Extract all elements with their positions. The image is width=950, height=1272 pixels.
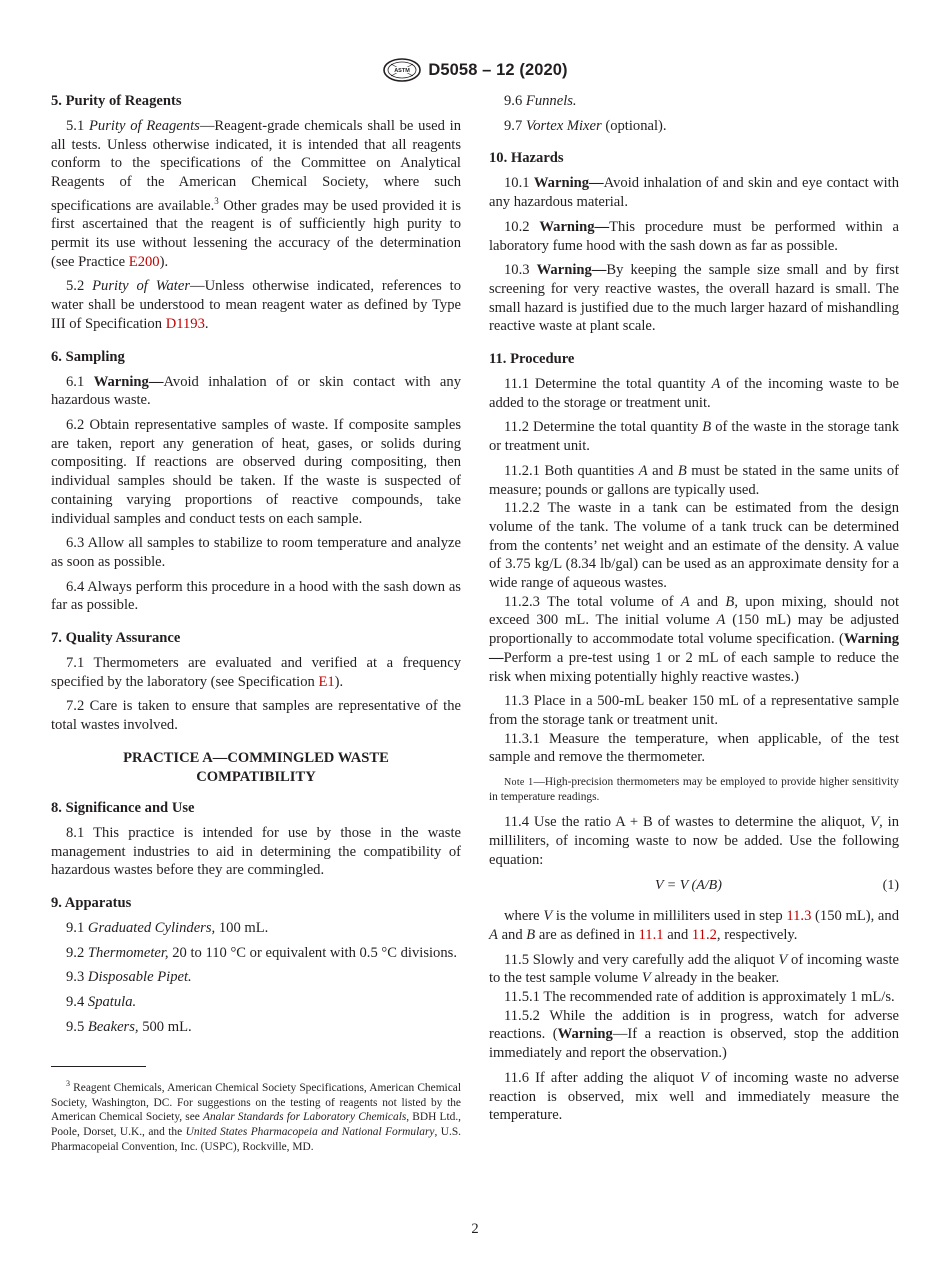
para-5-2: 5.2 Purity of Water—Unless otherwise indicated, references to water shall be understood to mean reagent water as defined by Type III of Specification D1193. — [51, 278, 461, 332]
apparatus-item: 9.5 Beakers, 500 mL. — [66, 1018, 192, 1035]
astm-logo-icon — [382, 58, 422, 82]
para-11-3: 11.3 Place in a 500-mL beaker 150 mL of a representative sample from the storage tank or treatment unit. — [489, 693, 899, 728]
apparatus-item: 9.4 Spatula. — [66, 994, 137, 1011]
para-10-2: 10.2 Warning—This procedure must be performed within a laboratory fume hood with the sash down as far as possible. — [489, 218, 899, 254]
para-6-1: 6.1 Warning—Avoid inhalation of or skin contact with any hazardous waste. — [51, 373, 461, 409]
footnote-ref-3: 3 — [214, 195, 219, 206]
para-11-5-2: 11.5.2 While the addition is in progress, watch for adverse reactions. (Warning—If a reaction is observed, stop the addition immediately and report the observation.) — [489, 1007, 899, 1062]
link-11-1[interactable]: 11.1 — [638, 926, 664, 943]
para-11-6: 11.6 If after adding the aliquot V of incoming waste no adverse reaction is observed, mix well and immediately measure the temperature. — [489, 1069, 899, 1124]
document-designation: D5058 – 12 (2020) — [428, 60, 568, 79]
link-11-3[interactable]: 11.3 — [786, 908, 812, 925]
para-7-1: 7.1 Thermometers are evaluated and verified at a frequency specified by the laboratory (see Specification E1). — [51, 655, 461, 690]
apparatus-list — [51, 919, 461, 1037]
footnote-3: $^3$ Reagent Chemicals, American Chemical Society Specifications, American Chemical Society, Washington, DC. For suggestions on the testing of reagents not listed by the American Chemical Society, see Analar Standards for Laboratory Chemicals, BDH Ltd., Poole, Dorset, U.K., and the United States Pharmacopeia and National Formulary, U.S. Pharmacopeial Convention, Inc. (USPC), Rockville, MD. — [51, 1079, 462, 1153]
left-column — [51, 92, 461, 1160]
section-9-heading: 9. Apparatus — [51, 894, 132, 911]
page-header — [0, 58, 950, 87]
para-11-2-3: 11.2.3 The total volume of A and B, upon mixing, should not exceed 300 mL. The initial volume A (150 mL) may be adjusted proportionally to accommodate total volume specification. (Warning—Perform a pre-test using 1 or 2 mL of each sample to reduce the risk when mixing potentially highly reactive wastes.) — [489, 593, 900, 685]
section-7-heading: 7. Quality Assurance — [51, 630, 181, 647]
para-10-1: 10.1 Warning—Avoid inhalation of and skin and eye contact with any hazardous material. — [489, 175, 899, 211]
apparatus-item: 9.2 Thermometer, 20 to 110 °C or equivalent with 0.5 °C divisions. — [66, 944, 457, 961]
para-6-3: 6.3 Allow all samples to stabilize to room temperature and analyze as soon as possible. — [51, 535, 461, 570]
link-11-2[interactable]: 11.2 — [691, 926, 717, 943]
right-column — [489, 92, 899, 1131]
section-11-heading: 11. Procedure — [489, 351, 575, 368]
link-e1[interactable]: E1 — [318, 673, 335, 690]
para-6-4: 6.4 Always perform this procedure in a hood with the sash down as far as possible. — [51, 578, 461, 614]
para-11-2: 11.2 Determine the total quantity B of the waste in the storage tank or treatment unit. — [489, 419, 899, 455]
para-11-3-1: 11.3.1 Measure the temperature, when applicable, of the test sample and remove the thermometer. — [489, 730, 899, 766]
section-10-heading: 10. Hazards — [489, 150, 564, 167]
apparatus-item: 9.3 Disposable Pipet. — [66, 969, 192, 986]
page-number: 2 — [471, 1221, 479, 1237]
note-1: Note 1—High-precision thermometers may be employed to provide higher sensitivity in temperature readings. — [489, 776, 899, 804]
para-11-5: 11.5 Slowly and very carefully add the aliquot V of incoming waste to the test sample volume V already in the beaker. — [489, 951, 899, 987]
link-d1193[interactable]: D1193 — [165, 315, 205, 332]
apparatus-item: 9.1 Graduated Cylinders, 100 mL. — [66, 919, 269, 936]
footnote-divider — [51, 1066, 146, 1067]
section-5-heading: 5. Purity of Reagents — [51, 93, 182, 109]
para-11-5-1: 11.5.1 The recommended rate of addition is approximately 1 mL/s. — [504, 989, 895, 1006]
para-5-1: 5.1 Purity of Reagents—Reagent-grade chemicals shall be used in all tests. Unless otherwise indicated, it is intended that all reagents conform to the specifications of the Committee on Analytical Reagents of the American Chemical Society, where such specifications are available.$^3$ Other grades may be used provided it is first ascertained that the reagent is of sufficiently high purity to permit its use without lessening the accuracy of the determination (see Practice E200). — [51, 118, 462, 270]
link-e200[interactable]: E200 — [128, 253, 160, 270]
svg-text:ASTM: ASTM — [394, 68, 411, 75]
para-11-2-1: 11.2.1 Both quantities A and B must be stated in the same units of measure; pounds or gallons are typically used. — [489, 462, 900, 498]
apparatus-item: 9.7 Vortex Mixer (optional). — [504, 117, 667, 134]
apparatus-item: 9.6 Funnels. — [504, 93, 577, 109]
equation-where: where V is the volume in milliliters used in step 11.3 (150 mL), and A and B are as defined in 11.1 and 11.2, respectively. — [489, 908, 899, 943]
para-10-3: 10.3 Warning—By keeping the sample size small and by first screening for very reactive wastes, the overall hazard is small. The small hazard is justified due to the much larger hazard of mishandling reactive waste at plant scale. — [489, 262, 899, 335]
para-11-1: 11.1 Determine the total quantity A of the incoming waste to be added to the storage or treatment unit. — [489, 376, 899, 411]
section-6-heading: 6. Sampling — [51, 348, 125, 365]
equation-expression: V = V (A/B) — [655, 878, 722, 894]
para-11-2-2: 11.2.2 The waste in a tank can be estimated from the design volume of the tank. The volume of a tank truck can be determined from the contents’ net weight and an estimate of the density. A value of 3.75 kg/L (8.34 lb/gal) can be used as an approximate density for a wide range of aqueous wastes. — [489, 500, 899, 592]
para-6-2: 6.2 Obtain representative samples of waste. If composite samples are taken, report any generation of heat, gases, or solids during compositing. If reactions are observed during compositing, then individual samples should be taken. If the waste is suspected of containing varying proportions of reactive compounds, take individual samples and conduct tests on each sample. — [51, 417, 461, 527]
para-8-1: 8.1 This practice is intended for use by those in the waste management industries to aid in determining the compatibility of hazardous wastes before they are commingled. — [51, 824, 461, 879]
equation-number: (1) — [882, 878, 899, 894]
para-11-4: 11.4 Use the ratio A + B of wastes to determine the aliquot, V, in milliliters, of incoming waste to now be added. Use the following equation: — [489, 814, 900, 868]
para-7-2: 7.2 Care is taken to ensure that samples are representative of the total wastes involved. — [51, 698, 461, 734]
section-8-heading: 8. Significance and Use — [51, 799, 195, 816]
practice-a-title: PRACTICE A—COMMINGLED WASTE COMPATIBILITY — [123, 749, 389, 785]
equation-1 — [489, 873, 899, 899]
